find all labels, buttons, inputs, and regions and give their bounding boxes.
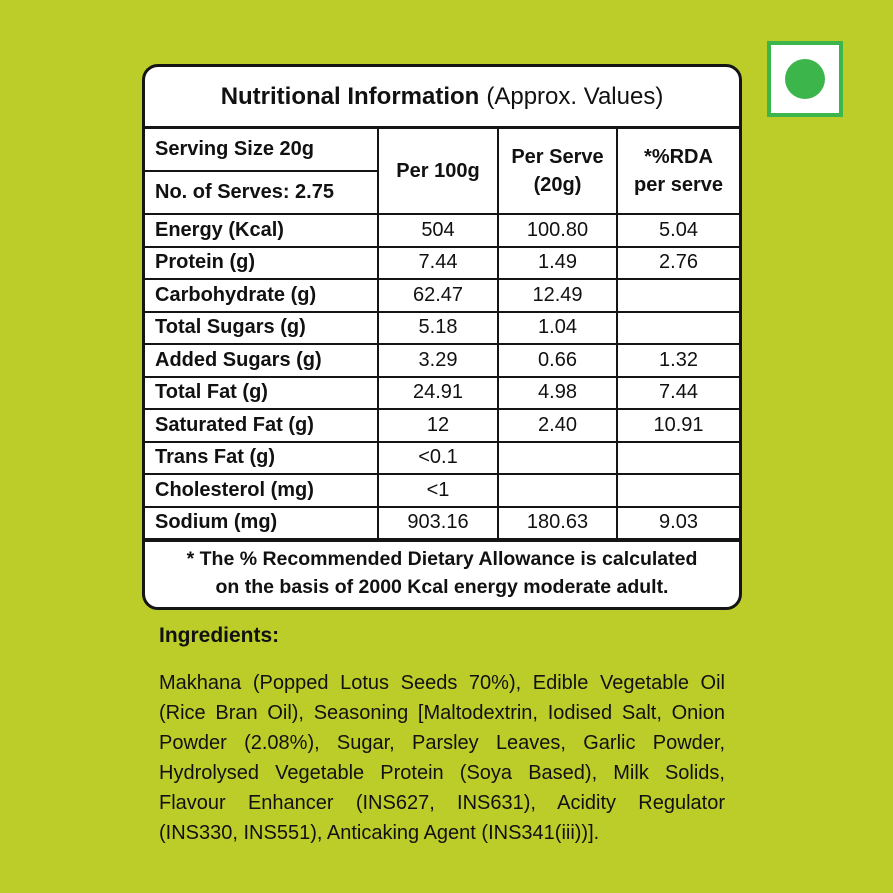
cell-per100: <0.1 — [378, 442, 498, 475]
cell-rda: 2.76 — [617, 247, 739, 280]
cell-label: Cholesterol (mg) — [145, 474, 378, 507]
cell-per100: 903.16 — [378, 507, 498, 540]
cell-rda: 5.04 — [617, 214, 739, 247]
cell-perserve: 12.49 — [498, 279, 617, 312]
cell-perserve: 1.04 — [498, 312, 617, 345]
cell-rda: 10.91 — [617, 409, 739, 442]
nutrition-row — [145, 377, 739, 410]
nutrition-row — [145, 507, 739, 540]
cell-perserve: 180.63 — [498, 507, 617, 540]
footnote-line1: * The % Recommended Dietary Allowance is calculated — [186, 548, 698, 570]
cell-per100: 3.29 — [378, 344, 498, 377]
serving-size: Serving Size 20g — [145, 129, 378, 171]
nutrition-row — [145, 279, 739, 312]
cell-per100: 24.91 — [378, 377, 498, 410]
nutrition-table — [145, 129, 739, 540]
footnote — [145, 540, 739, 601]
cell-perserve: 100.80 — [498, 214, 617, 247]
cell-perserve: 1.49 — [498, 247, 617, 280]
cell-rda: 9.03 — [617, 507, 739, 540]
col-per100: Per 100g — [378, 129, 498, 214]
no-of-serves: No. of Serves: 2.75 — [145, 171, 378, 214]
cell-rda — [617, 442, 739, 475]
cell-per100: 5.18 — [378, 312, 498, 345]
veg-dot — [785, 59, 825, 99]
nutrition-row — [145, 442, 739, 475]
ingredients-text: Makhana (Popped Lotus Seeds 70%), Edible Vegetable Oil (Rice Bran Oil), Seasoning [Maltodextrin, Iodised Salt, Onion Powder (2.08%), Sugar, Parsley Leaves, Garlic Powder, Hydrolysed Vegetable Protein (Soya Based), Milk Solids, Flavour Enhancer (INS627, INS631), Acidity Regulator (INS330, INS551), Anticaking Agent (INS341(iii))]. — [159, 672, 725, 844]
cell-rda: 7.44 — [617, 377, 739, 410]
cell-perserve — [498, 474, 617, 507]
cell-label: Saturated Fat (g) — [145, 409, 378, 442]
cell-label: Carbohydrate (g) — [145, 279, 378, 312]
cell-per100: 504 — [378, 214, 498, 247]
cell-per100: 7.44 — [378, 247, 498, 280]
nutrition-panel — [142, 64, 742, 610]
nutrition-row — [145, 312, 739, 345]
cell-label: Sodium (mg) — [145, 507, 378, 540]
cell-rda — [617, 474, 739, 507]
title-sub: (Approx. Values) — [486, 82, 664, 110]
cell-perserve: 4.98 — [498, 377, 617, 410]
cell-label: Trans Fat (g) — [145, 442, 378, 475]
title-main: Nutritional Information — [220, 82, 480, 110]
col-perserve-label: Per Serve (20g) — [511, 146, 604, 196]
cell-perserve: 2.40 — [498, 409, 617, 442]
cell-rda — [617, 312, 739, 345]
col-rda-label: *%RDA per serve — [634, 146, 723, 196]
cell-per100: 12 — [378, 409, 498, 442]
col-rda — [617, 129, 739, 214]
ingredients-heading: Ingredients: — [159, 624, 280, 647]
cell-per100: <1 — [378, 474, 498, 507]
panel-title — [145, 67, 739, 129]
cell-label: Total Sugars (g) — [145, 312, 378, 345]
cell-label: Added Sugars (g) — [145, 344, 378, 377]
cell-perserve — [498, 442, 617, 475]
cell-label: Protein (g) — [145, 247, 378, 280]
nutrition-row — [145, 247, 739, 280]
nutrition-row — [145, 474, 739, 507]
cell-rda: 1.32 — [617, 344, 739, 377]
cell-label: Energy (Kcal) — [145, 214, 378, 247]
nutrition-row — [145, 409, 739, 442]
cell-per100: 62.47 — [378, 279, 498, 312]
nutrition-row — [145, 344, 739, 377]
col-perserve — [498, 129, 617, 214]
veg-mark-icon — [767, 41, 843, 117]
cell-perserve: 0.66 — [498, 344, 617, 377]
footnote-line2: on the basis of 2000 Kcal energy moderate adult. — [215, 576, 669, 598]
nutrition-row — [145, 214, 739, 247]
cell-rda — [617, 279, 739, 312]
cell-label: Total Fat (g) — [145, 377, 378, 410]
